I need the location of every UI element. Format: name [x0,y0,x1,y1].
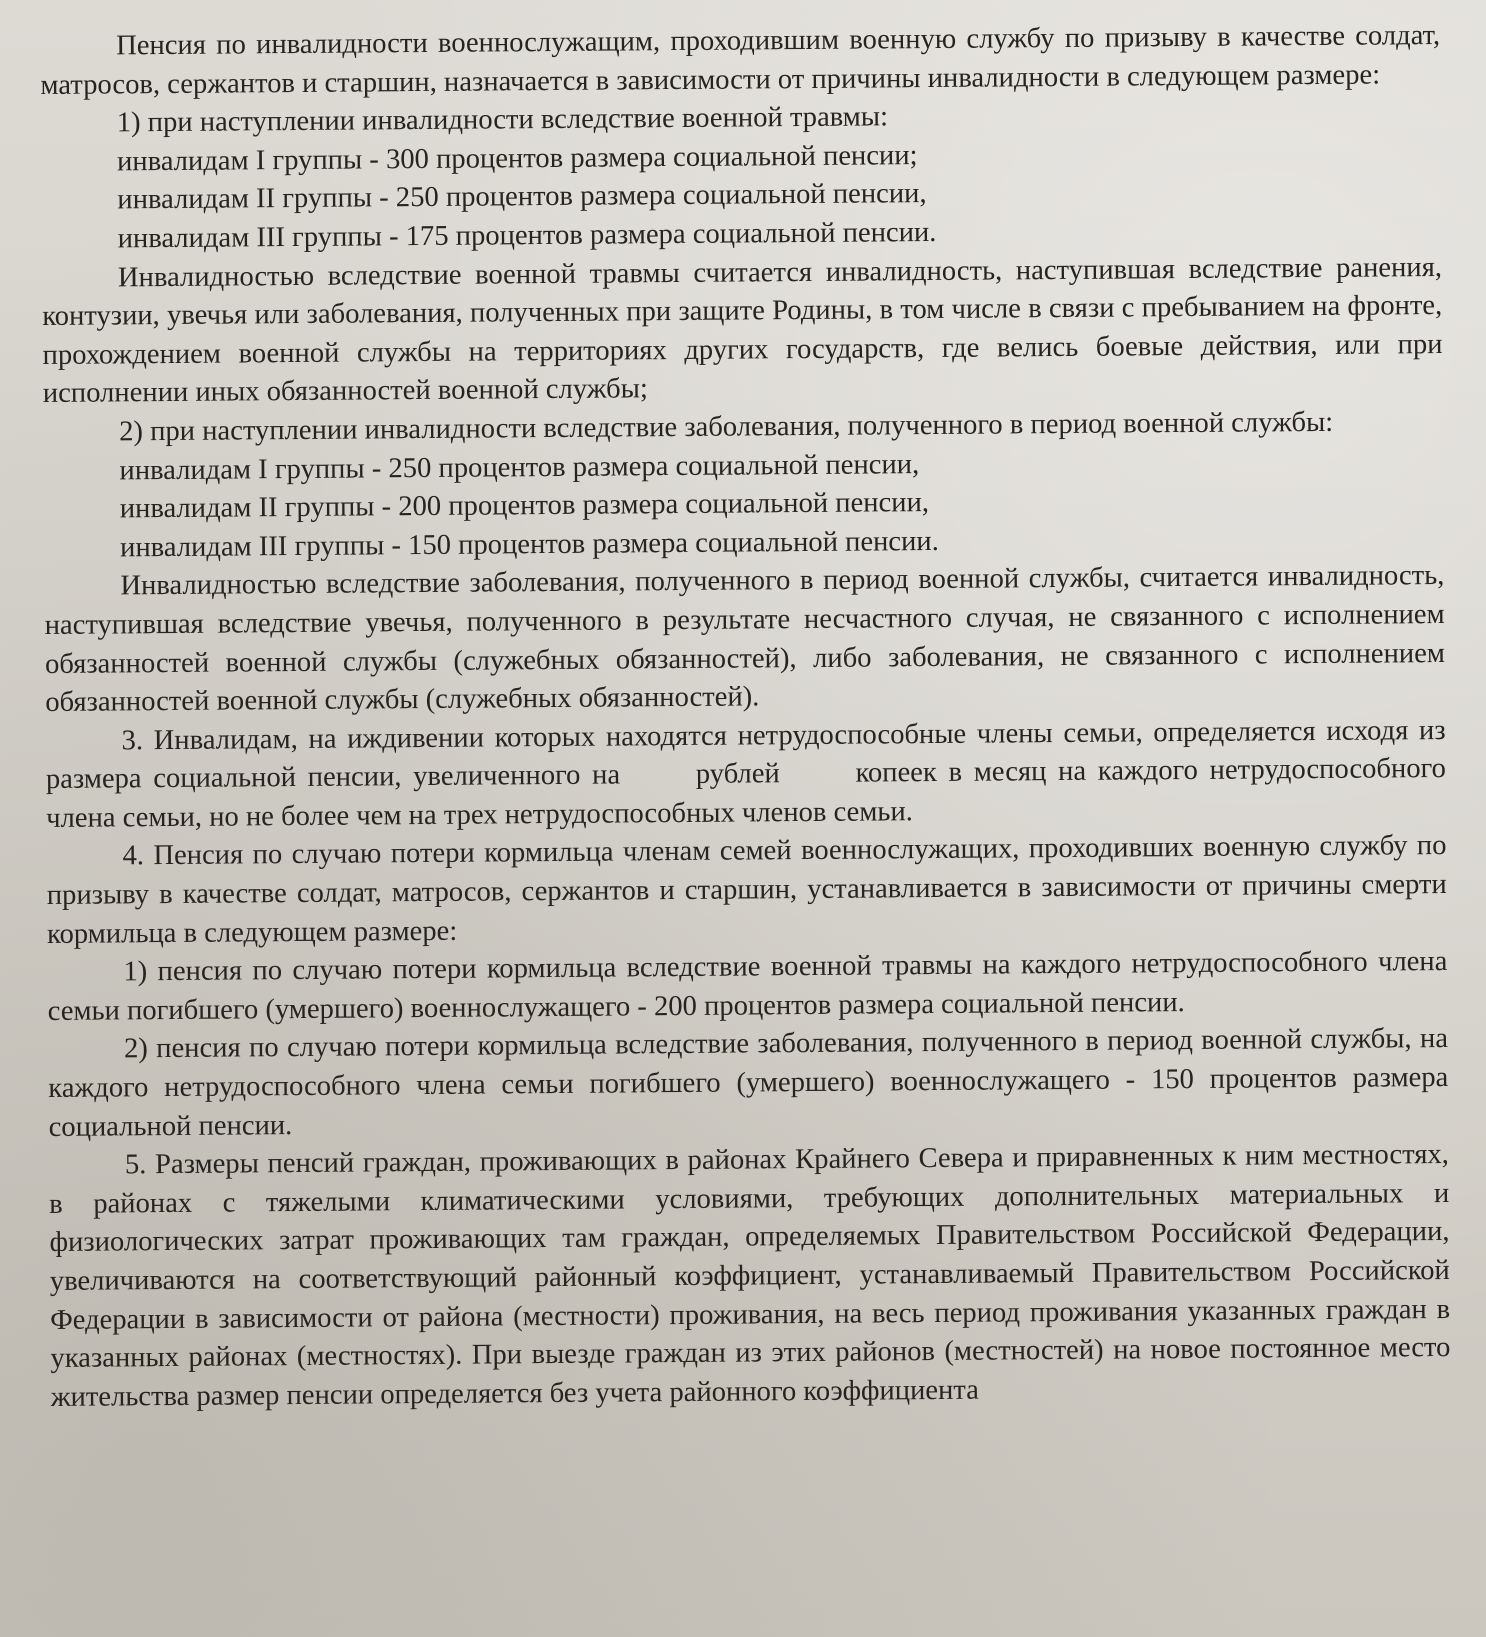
line-trauma-group-2: инвалидам II группы - 250 процентов размера социальной пенсии, [117,178,927,216]
paragraph-survivor-pension: 4. Пенсия по случаю потери кормильца членам семей военнослужащих, проходивших военную службу по призыву в качестве солдат, матросов, сержантов и старшин, устанавливается в зависимости от причины смерти кормильца в следующем размере: [46,830,1447,950]
paragraph-disease-heading: 2) при наступлении инвалидности вследствие заболевания, полученного в период военной службы: [119,406,1334,448]
line-disease-group-2: инвалидам II группы - 200 процентов размера социальной пенсии, [119,487,930,525]
paragraph-survivor-disease: 2) пенсия по случаю потери кормильца вследствие заболевания, полученного в период военной службы, на каждого нетрудоспособного члена семьи погибшего (умершего) военнослужащего - 150 процентов размера социальной пенсии. [48,1023,1449,1143]
paragraph-survivor-trauma: 1) пенсия по случаю потери кормильца вследствие военной травмы на каждого нетрудоспособного члена семьи погибшего (умершего) военнослужащего - 200 процентов размера социальной пенсии. [47,946,1448,1027]
paragraph-disease-definition: Инвалидностью вследствие заболевания, полученного в период военной службы, считается инвалидность, наступившая вследствие увечья, полученного в результате несчастного случая, не связанного с исполнением обязанностей военной службы (служебных обязанностей), либо заболевания, не связанного с исполнением обязанностей военной службы (служебных обязанностей). [44,560,1446,719]
line-trauma-group-1: инвалидам I группы - 300 процентов размера социальной пенсии; [116,139,918,178]
blank-amount-kopecks [792,782,856,783]
paragraph-disability-intro: Пенсия по инвалидности военнослужащим, проходившим военную службу по призыву в качестве солдат, матросов, сержантов и старшин, назначается в зависимости от причины инвалидности в следующем размере: [40,20,1441,101]
line-disease-group-1: инвалидам I группы - 250 процентов размера социальной пенсии, [119,448,920,486]
dependents-text-start: 3. Инвалидам, на иждивении которых находятся нетрудоспособные члены семьи, определяется исходя из размера социальной пенсии, увеличенного на [45,714,1446,796]
blank-amount-rubles [632,783,696,784]
dependents-text-end: копеек в месяц на каждого нетрудоспособного члена семьи, но не более чем на трех нетрудоспособных членов семьи. [46,753,1446,834]
paragraph-far-north-coefficient: 5. Размеры пенсий граждан, проживающих в районах Крайнего Севера и приравненных к ним местностях, в районах с тяжелыми климатическими условиями, требующих дополнительных материальных и физиологических затрат проживающих там граждан, определяемых Правительством Российской Федерации, увеличиваются на соответствующий районный коэффициент, устанавливаемый Правительством Российской Федерации в зависимости от района (местности) проживания, на весь период проживания указанных граждан в указанных районах (местностях). При выезде граждан из этих районов (местностей) на новое постоянное место жительства размер пенсии определяется без учета районного коэффициента [49,1139,1451,1413]
line-trauma-group-3: инвалидам III группы - 175 процентов размера социальной пенсии. [117,216,937,255]
rubles-word: рублей [695,758,780,791]
paragraph-dependents-increase [45,712,1446,839]
paragraph-military-trauma-heading: 1) при наступлении инвалидности вследствие военной травмы: [116,101,889,139]
line-disease-group-3: инвалидам III группы - 150 процентов размера социальной пенсии. [119,525,939,564]
paragraph-military-trauma-definition: Инвалидностью вследствие военной травмы считается инвалидность, наступившая вследствие ранения, контузии, увечья или заболевания, полученных при защите Родины, в том числе в связи с пребыванием на фронте, прохождением военной службы на территориях других государств, где велись боевые действия, или при исполнении иных обязанностей военной службы; [42,251,1443,410]
document-text [40,17,1451,1417]
